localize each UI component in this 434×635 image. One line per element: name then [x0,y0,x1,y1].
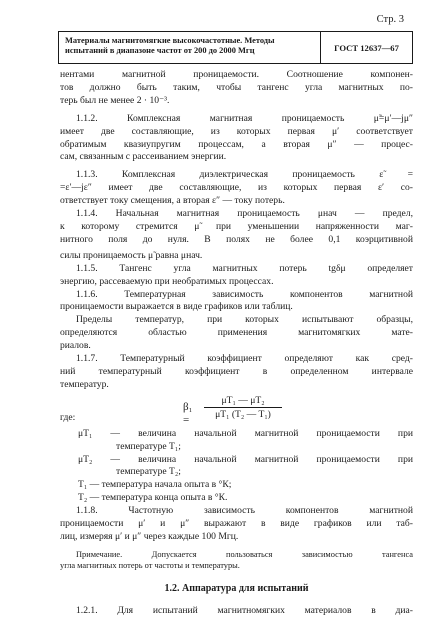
text-line: ответствует току смещения, а вторая ε″ — току потерь. [60,195,285,207]
paragraph [60,113,413,165]
definition-line: μT₂ — величина начальной магнитной проницаемости при [78,453,413,465]
text-line: нитного поля до нуля. В полях не более 0,1 коэрцитивной [60,233,413,245]
text-line: сам, связанным с рассеиванием энергии. [60,151,227,163]
text-line: имеет две составляющие, из которых первая μ′ соответствует [60,125,413,137]
text-line: силы проницаемость μ̃ равна μнач. [60,249,203,261]
text-line: к которому стремится μ̃ при уменьшении напряженности маг- [60,220,413,232]
paragraph [60,353,413,392]
where-label: где: [60,411,76,423]
text-line: 1.1.5. Тангенс угла магнитных потерь tgδμ определяет [76,262,413,274]
definition-line: T₂ — температура конца опыта в °К. [78,492,228,504]
header-title-line: Материалы магнитомягкие высокочастотные. Методы [65,36,275,45]
document-body [60,69,413,618]
text-line: Пределы температур, при которых испытывают образцы, [76,314,413,326]
text-line: 1.1.7. Температурный коэффициент определяют как сред- [76,353,413,365]
header-title-line: испытаний в диапазоне частот от 200 до 2000 Мгц [65,46,255,56]
text-line: энергию, рассеваемую при необратимых процессах. [60,275,274,287]
text-line: 1.1.8. Частотную зависимость компонентов магнитной [76,505,413,517]
definition-line: T₁ — температура начала опыта в °К; [78,479,232,491]
text-line: проницаемости выражается в виде графиков или таблиц. [60,301,293,313]
paragraph [60,263,413,289]
paragraph [60,605,413,618]
paragraph [60,69,413,108]
text-line: ний температурный коэффициент в определенном интервале [60,365,413,377]
text-line: нентами магнитной проницаемости. Соотношение компонен- [60,69,413,80]
definition-list [60,428,413,505]
formula-denominator: μT₁ (T₂ — T₁) [215,408,271,420]
paragraph [60,289,413,315]
formula-numerator: μT₁ — μT₂ [204,395,282,408]
text-line: температур. [60,378,109,390]
document-header [58,31,413,64]
note-line: угла магнитных потерь от частоты и температуры. [60,560,240,570]
text-line: 1.1.3. Комплексная диэлектрическая проницаемость ε̃ = [76,169,413,181]
text-line: 1.1.4. Начальная магнитная проницаемость μнач — предел, [76,208,413,220]
standard-number: ГОСТ 12637—67 [334,42,399,53]
section-heading: 1.2. Аппаратура для испытаний [164,582,309,594]
text-line: тов должно быть таким, чтобы тангенс угла магнитных по- [60,81,413,93]
header-title [59,32,321,63]
text-line: =ε′—jε″ имеет две составляющие, из которых первая ε′ со- [60,182,413,194]
text-line: проницаемости μ′ и μ″ выражают в виде графиков или таб- [60,518,413,530]
text-line: лиц, измеряя μ′ и μ″ через каждые 100 Мгц. [60,531,239,542]
definition-line: температуре T₂; [116,466,181,478]
text-line: 1.2.1. Для испытаний магнитномягких материалов в диа- [76,604,413,616]
note [60,549,413,571]
page-number: Стр. 3 [376,14,404,25]
text-line: определяются областью применения магнитомягких мате- [60,327,413,339]
paragraph [60,208,413,263]
text-line: обратимым квазиупругим процессам, а вторая μ″ — процес- [60,138,413,150]
definition-line: μT₁ — величина начальной магнитной проницаемости при [78,427,413,439]
text-line: 1.1.6. Температурная зависимость компонентов магнитной [76,288,413,300]
note-line: Примечание. Допускается пользоваться зависимостью тангенса [76,549,413,559]
definition-line: температуре T₁; [116,440,181,452]
formula-fraction [204,395,282,421]
text-line: риалов. [60,340,91,352]
formula-block [60,395,413,425]
paragraph [60,314,413,353]
text-line: 1.1.2. Комплексная магнитная проницаемость μ̃=μ′—jμ″ [76,112,413,124]
text-line: терь был не менее 2 · 10⁻³. [60,94,170,106]
paragraph [60,169,413,208]
paragraph [60,505,413,544]
formula-lhs: β₁ = [183,400,193,426]
